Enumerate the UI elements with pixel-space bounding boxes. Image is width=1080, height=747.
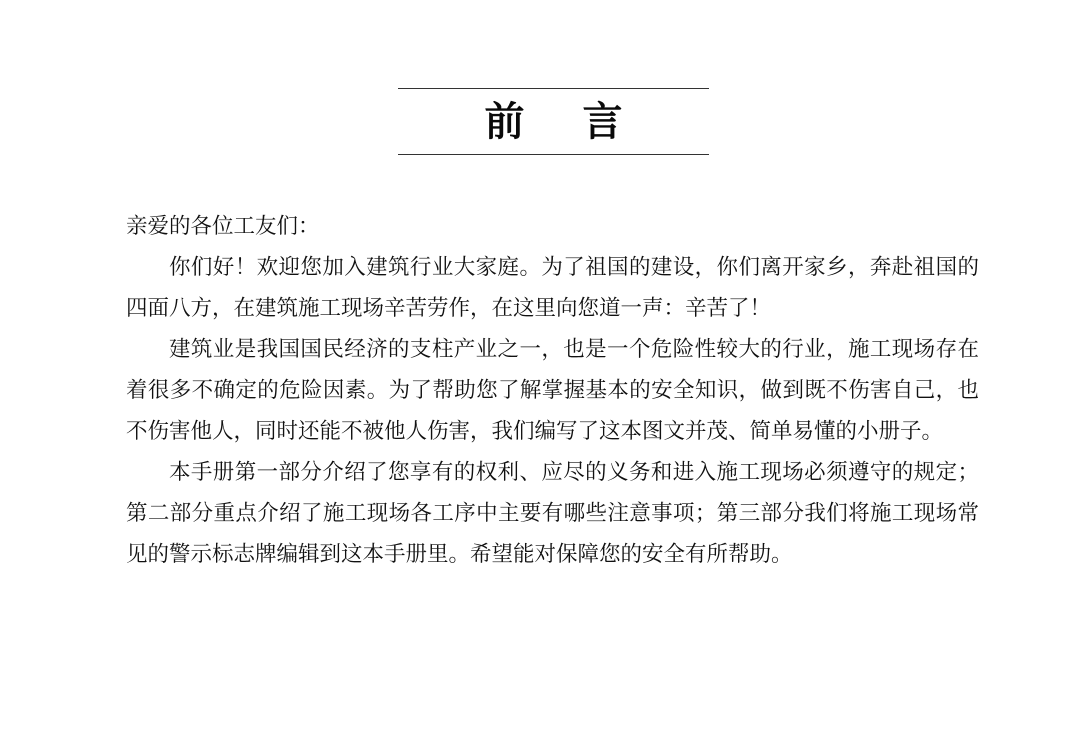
paragraph-manual-contents: 本手册第一部分介绍了您享有的权利、应尽的义务和进入施工现场必须遵守的规定；第二部分重点介绍了施工现场各工序中主要有哪些注意事项；第三部分我们将施工现场常见的警示标志牌编辑到这本手册里。希望能对保障您的安全有所帮助。	[126, 460, 979, 567]
title-bottom-rule	[398, 154, 709, 155]
paragraph-industry: 建筑业是我国国民经济的支柱产业之一，也是一个危险性较大的行业，施工现场存在着很多不确定的危险因素。为了帮助您了解掌握基本的安全知识，做到既不伤害自己，也不伤害他人，同时还能不被他人伤害，我们编写了这本图文并茂、简单易懂的小册子。	[126, 337, 979, 444]
title-top-rule	[398, 88, 709, 89]
greeting: 亲爱的各位工友们：	[126, 214, 320, 239]
title-block	[398, 88, 709, 156]
preface-body	[126, 206, 979, 575]
page-title: 前 言	[484, 99, 645, 145]
paragraph-welcome: 你们好！欢迎您加入建筑行业大家庭。为了祖国的建设，你们离开家乡，奔赴祖国的四面八方，在建筑施工现场辛苦劳作，在这里向您道一声：辛苦了！	[126, 255, 979, 321]
